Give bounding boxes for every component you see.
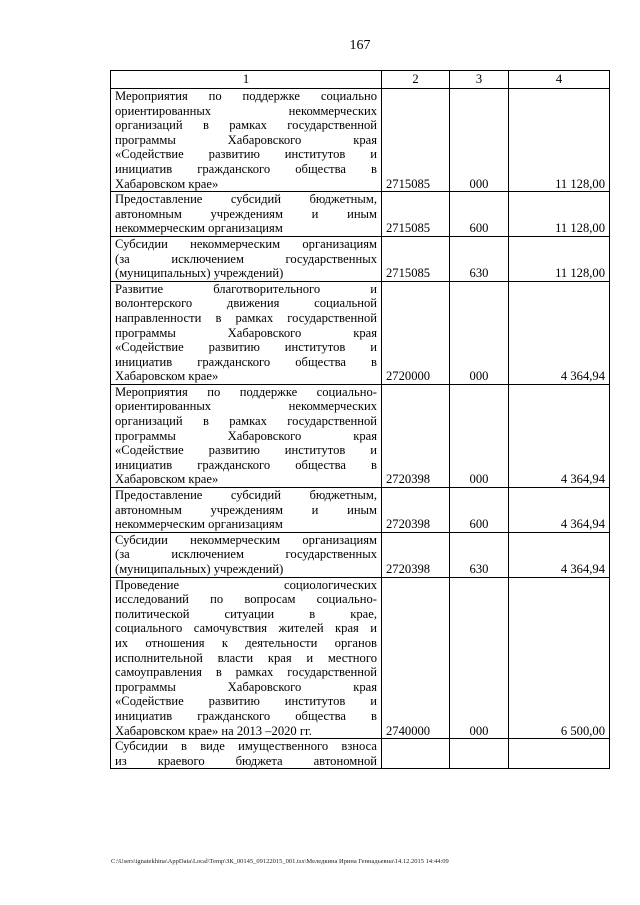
- description-line: Предоставление субсидий бюджетным,: [115, 488, 377, 503]
- row-description: [111, 577, 382, 739]
- description-line: программы Хабаровского края: [115, 428, 377, 443]
- description-line: социального самочувствия жителей края и: [115, 621, 377, 636]
- description-line: «Содействие развитию институтов и: [115, 340, 377, 355]
- description-line: ориентированных некоммерческих: [115, 399, 377, 414]
- row-target-code: 2715085: [382, 89, 450, 192]
- description-line: исследований по вопросам социально-: [115, 592, 377, 607]
- budget-table: [110, 70, 610, 769]
- description-line: (за исключением государственных: [115, 251, 377, 266]
- row-description: [111, 89, 382, 192]
- description-line: Субсидии некоммерческим организациям: [115, 532, 377, 547]
- table-row: [111, 488, 610, 533]
- column-header-3: 3: [450, 71, 509, 89]
- row-amount: 4 364,94: [509, 532, 610, 577]
- column-header-4: 4: [509, 71, 610, 89]
- description-line: «Содействие развитию институтов и: [115, 443, 377, 458]
- description-line: исполнительной власти края и местного: [115, 650, 377, 665]
- row-amount: 11 128,00: [509, 236, 610, 281]
- row-description: [111, 739, 382, 769]
- description-line: «Содействие развитию институтов и: [115, 147, 377, 162]
- row-description: [111, 532, 382, 577]
- column-header-1: 1: [111, 71, 382, 89]
- description-last-line: некоммерческим организациям: [115, 221, 283, 236]
- row-description: [111, 384, 382, 487]
- description-line: программы Хабаровского края: [115, 325, 377, 340]
- description-last-line: Хабаровском крае»: [115, 369, 219, 384]
- description-last-line: (муниципальных) учреждений): [115, 266, 284, 281]
- row-amount: [509, 739, 610, 769]
- description-last-line: Хабаровском крае» на 2013 –2020 гг.: [115, 723, 312, 738]
- table-row: [111, 281, 610, 384]
- description-line: самоуправления в рамках государственной: [115, 665, 377, 680]
- row-expense-type: 000: [450, 577, 509, 739]
- row-description: [111, 236, 382, 281]
- description-line: волонтерского движения социальной: [115, 296, 377, 311]
- row-target-code: 2720398: [382, 384, 450, 487]
- row-expense-type: 000: [450, 384, 509, 487]
- table-row: [111, 192, 610, 237]
- page-number: 167: [349, 38, 371, 53]
- row-expense-type: 000: [450, 89, 509, 192]
- table-row: [111, 89, 610, 192]
- table-header-row: [111, 71, 610, 89]
- budget-table-body: [111, 71, 610, 769]
- row-expense-type: 000: [450, 281, 509, 384]
- description-line: программы Хабаровского края: [115, 679, 377, 694]
- description-line: Развитие благотворительного и: [115, 281, 377, 296]
- row-target-code: 2720398: [382, 488, 450, 533]
- description-line: Субсидии в виде имущественного взноса: [115, 739, 377, 754]
- row-target-code: 2720398: [382, 532, 450, 577]
- row-target-code: 2715085: [382, 236, 450, 281]
- description-line: Проведение социологических: [115, 577, 377, 592]
- row-expense-type: 630: [450, 236, 509, 281]
- row-description: [111, 488, 382, 533]
- row-target-code: 2720000: [382, 281, 450, 384]
- description-line: организаций в рамках государственной: [115, 118, 377, 133]
- description-line: Субсидии некоммерческим организациям: [115, 236, 377, 251]
- row-expense-type: 600: [450, 488, 509, 533]
- row-amount: 11 128,00: [509, 89, 610, 192]
- description-line: инициатив гражданского общества в: [115, 708, 377, 723]
- description-line: программы Хабаровского края: [115, 132, 377, 147]
- row-expense-type: 600: [450, 192, 509, 237]
- row-amount: 11 128,00: [509, 192, 610, 237]
- row-target-code: 2740000: [382, 577, 450, 739]
- row-description: [111, 281, 382, 384]
- description-line: их отношения к деятельности органов: [115, 635, 377, 650]
- description-line: из краевого бюджета автономной: [115, 753, 377, 768]
- description-line: организаций в рамках государственной: [115, 414, 377, 429]
- description-last-line: Хабаровском крае»: [115, 176, 219, 191]
- row-description: [111, 192, 382, 237]
- table-row: [111, 739, 610, 769]
- description-line: инициатив гражданского общества в: [115, 457, 377, 472]
- description-line: инициатив гражданского общества в: [115, 161, 377, 176]
- row-amount: 4 364,94: [509, 488, 610, 533]
- description-line: Мероприятия по поддержке социально-: [115, 384, 377, 399]
- row-target-code: [382, 739, 450, 769]
- row-expense-type: 630: [450, 532, 509, 577]
- description-line: инициатив гражданского общества в: [115, 354, 377, 369]
- table-row: [111, 577, 610, 739]
- row-amount: 4 364,94: [509, 281, 610, 384]
- row-target-code: 2715085: [382, 192, 450, 237]
- file-path-footer: C:\Users\ignatekhina\AppData\Local\Temp\ЗК_00145_09122015_001.tsx\Меледкина Ирина Геннадьевна\14.12.2015 14:44:09: [111, 858, 449, 865]
- description-line: автономным учреждениям и иным: [115, 206, 377, 221]
- row-expense-type: [450, 739, 509, 769]
- description-line: (за исключением государственных: [115, 547, 377, 562]
- table-row: [111, 236, 610, 281]
- description-line: «Содействие развитию институтов и: [115, 694, 377, 709]
- description-line: Предоставление субсидий бюджетным,: [115, 192, 377, 207]
- description-last-line: некоммерческим организациям: [115, 517, 283, 532]
- column-header-2: 2: [382, 71, 450, 89]
- table-row: [111, 532, 610, 577]
- description-line: Мероприятия по поддержке социально: [115, 89, 377, 103]
- table-row: [111, 384, 610, 487]
- description-line: направленности в рамках государственной: [115, 310, 377, 325]
- description-line: политической ситуации в крае,: [115, 606, 377, 621]
- description-line: ориентированных некоммерческих: [115, 103, 377, 118]
- row-amount: 6 500,00: [509, 577, 610, 739]
- row-amount: 4 364,94: [509, 384, 610, 487]
- description-last-line: Хабаровском крае»: [115, 472, 219, 487]
- description-last-line: (муниципальных) учреждений): [115, 562, 284, 576]
- description-line: автономным учреждениям и иным: [115, 502, 377, 517]
